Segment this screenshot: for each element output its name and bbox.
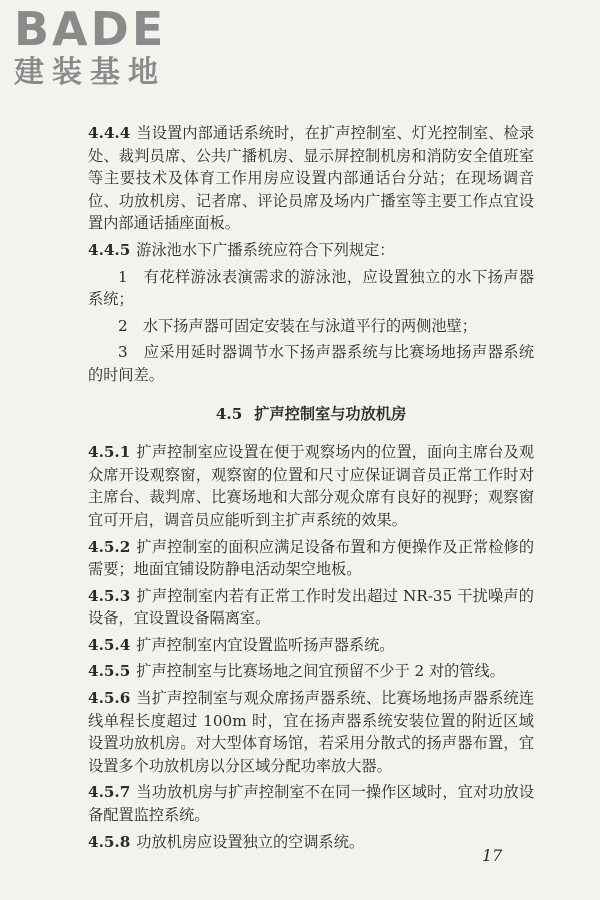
- clause-number: 4.5.7: [88, 783, 131, 802]
- clause-number: 4.5.8: [88, 832, 131, 851]
- clause-number: 4.5.4: [88, 635, 131, 654]
- clause-text: 功放机房应设置独立的空调系统。: [136, 832, 365, 851]
- clause-text: 游泳池水下广播系统应符合下列规定：: [136, 240, 395, 259]
- item-text: 应采用延时器调节水下扬声器系统与比赛场地扬声器系统的时间差。: [88, 343, 535, 384]
- clause-text: 扩声控制室内宜设置监听扬声器系统。: [136, 635, 395, 654]
- clause-4-5-3: [88, 585, 534, 630]
- clause-4-5-4: [88, 634, 534, 657]
- item-text: 水下扬声器可固定安装在与泳道平行的两侧池壁；: [142, 316, 477, 335]
- clause-number: 4.5.2: [88, 537, 131, 556]
- section-number: 4.5: [215, 404, 243, 423]
- clause-4-5-8: [88, 831, 534, 854]
- list-item-3: [88, 341, 534, 386]
- item-number: 2: [118, 316, 128, 335]
- clause-4-4-5: [88, 239, 534, 262]
- item-number: 3: [118, 343, 128, 362]
- watermark-cjk: 建装基地: [14, 55, 166, 90]
- clause-4-5-6: [88, 687, 534, 777]
- clause-text: 扩声控制室与比赛场地之间宜预留不少于 2 对的管线。: [136, 662, 505, 681]
- clause-4-5-5: [88, 660, 534, 683]
- item-number: 1: [118, 267, 128, 286]
- watermark-latin: BADE: [14, 2, 167, 56]
- clause-number: 4.4.5: [88, 240, 131, 259]
- list-item-1: [88, 266, 534, 311]
- clause-number: 4.5.5: [88, 662, 131, 681]
- clause-number: 4.5.6: [88, 689, 131, 708]
- clause-number: 4.5.1: [88, 443, 131, 462]
- clause-text: 扩声控制室内若有正常工作时发出超过 NR-35 干扰噪声的设备，宜设置设备隔离室。: [88, 586, 534, 628]
- clause-text: 扩声控制室应设置在便于观察场内的位置，面向主席台及观众席开设观察窗，观察窗的位置和尺寸应保证调音员正常工作时对主席台、裁判席、比赛场地和大部分观众席有良好的视野；观察窗宜可开启，调音员应能听到主扩声系统的效果。: [88, 443, 534, 529]
- clause-text: 当扩声控制室与观众席扬声器系统、比赛场地扬声器系统连线单程长度超过 100m 时，宜在扬声器系统安装位置的附近区域设置功放机房。对大型体育场馆，若采用分散式的扬声器布置，宜设置多个功放机房以分区域分配功率放大器。: [88, 689, 534, 775]
- watermark-logo: [14, 4, 166, 90]
- clause-4-5-7: [88, 781, 534, 826]
- clause-number: 4.5.3: [88, 586, 131, 605]
- clause-4-5-2: [88, 536, 534, 581]
- section-title: 扩声控制室与功放机房: [254, 404, 407, 423]
- list-item-2: [88, 315, 534, 338]
- section-heading: [88, 403, 534, 426]
- clause-text: 当设置内部通话系统时，在扩声控制室、灯光控制室、检录处、裁判员席、公共广播机房、显示屏控制机房和消防安全值班室等主要技术及体育工作用房应设置内部通话台分站；在现场调音位、功放机房、记者席、评论员席及场内广播室等主要工作点宜设置内部通话插座面板。: [88, 124, 534, 233]
- item-text: 有花样游泳表演需求的游泳池，应设置独立的水下扬声器系统；: [88, 267, 535, 309]
- document-body: [88, 122, 534, 857]
- page-number: 17: [482, 846, 503, 865]
- clause-number: 4.4.4: [88, 124, 131, 142]
- clause-4-5-1: [88, 441, 534, 531]
- clause-text: 扩声控制室的面积应满足设备布置和方便操作及正常检修的需要；地面宜铺设防静电活动架空地板。: [88, 537, 534, 579]
- clause-4-4-4: [88, 122, 534, 235]
- clause-text: 当功放机房与扩声控制室不在同一操作区域时，宜对功放设备配置监控系统。: [88, 783, 534, 825]
